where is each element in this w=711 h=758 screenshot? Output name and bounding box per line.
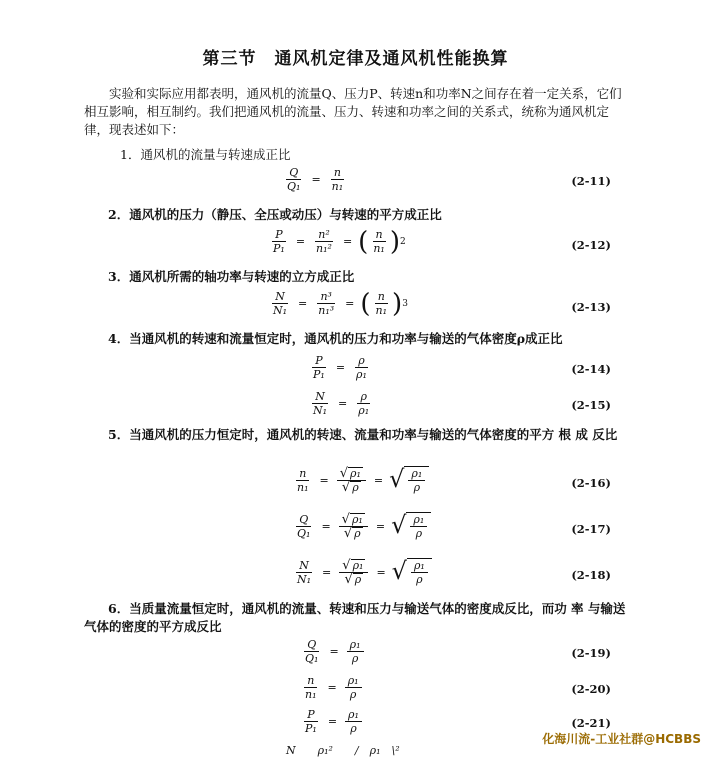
- intro-paragraph: 实验和实际应用都表明，通风机的流量Q、压力P、转速n和功率N之间存在着一定关系，它们相互影响，相互制约。我们把通风机的流量、压力、转速和功率之间的关系式，统称为通风机定律，现表述如下：: [84, 86, 622, 137]
- equation-number: (2-19): [571, 646, 611, 660]
- watermark: 化海川流-工业社群@HCBBS: [542, 732, 701, 746]
- equation-2-20: $\frac{n}{\text{n₁}}$ = $\frac{\text{ρ₁}}{\rho}$: [300, 674, 364, 701]
- section-6-heading: 6．当质量流量恒定时，通风机的流量、转速和压力与输送气体的密度成反比，而功 率 与输送气体的密度的平方成反比: [84, 601, 626, 634]
- equation-number: (2-21): [571, 716, 611, 730]
- equation-number: (2-14): [571, 362, 611, 376]
- cut-off-equation: N ρ₁² / ρ₁ \²: [286, 744, 400, 757]
- equation-number: (2-16): [571, 476, 611, 490]
- equation-number: (2-11): [571, 174, 611, 188]
- equation-2-13: $\frac{N}{\text{N₁}}$ = $\frac{\text{n³}}{\text{n₁³}}$ = ( $\frac{n}{\text{n₁}}$ ) 3: [273, 288, 408, 319]
- equation-2-18: $\frac{N}{\text{N₁}}$ = √ ρ₁ √ ρ = √ $\frac{\text{ρ₁}}{\rho}$: [292, 558, 432, 586]
- equation-number: (2-20): [571, 682, 611, 696]
- equation-number: (2-18): [571, 568, 611, 582]
- equation-2-11: $\frac{Q}{\text{Q₁}}$ = $\frac{n}{\text{n₁}}$: [287, 166, 344, 193]
- equation-2-19: $\frac{Q}{\text{Q₁}}$ = $\frac{\text{ρ₁}}{\rho}$: [300, 638, 366, 665]
- equation-number: (2-15): [571, 398, 611, 412]
- equation-2-12: $\frac{P}{\text{P₁}}$ = $\frac{\text{n²}}{\text{n₁²}}$ = ( $\frac{n}{\text{n₁}}$ ) 2: [273, 226, 406, 257]
- section-3-heading: 3．通风机所需的轴功率与转速的立方成正比: [108, 269, 355, 284]
- section-title: 第三节 通风机定律及通风机性能换算: [202, 49, 509, 69]
- section-2-heading: 2．通风机的压力（静压、全压或动压）与转速的平方成正比: [108, 207, 442, 222]
- equation-2-14: $\frac{P}{\text{P₁}}$ = $\frac{\rho}{\text{ρ₁}}$: [313, 354, 367, 381]
- equation-number: (2-17): [571, 522, 611, 536]
- equation-number: (2-12): [571, 238, 611, 252]
- equation-2-21: $\frac{P}{\text{P₁}}$ = $\frac{\text{ρ₁}}{\rho}$: [300, 708, 364, 735]
- equation-number: (2-13): [571, 300, 611, 314]
- equation-2-15: $\frac{N}{\text{N₁}}$ = $\frac{\rho}{\text{ρ₁}}$: [313, 390, 370, 417]
- section-5-heading: 5．当通风机的压力恒定时，通风机的转速、流量和功率与输送的气体密度的平方 根 成 反比: [108, 427, 618, 442]
- equation-2-16: $\frac{n}{\text{n₁}}$ = √ ρ₁ √ ρ = √ $\frac{\text{ρ₁}}{\rho}$: [292, 466, 429, 494]
- equation-2-17: $\frac{Q}{\text{Q₁}}$ = √ ρ₁ √ ρ = √ $\frac{\text{ρ₁}}{\rho}$: [292, 512, 431, 540]
- section-4-heading: 4．当通风机的转速和流量恒定时，通风机的压力和功率与输送的气体密度ρ成正比: [108, 331, 563, 346]
- section-1-heading: 1．通风机的流量与转速成正比: [120, 147, 291, 162]
